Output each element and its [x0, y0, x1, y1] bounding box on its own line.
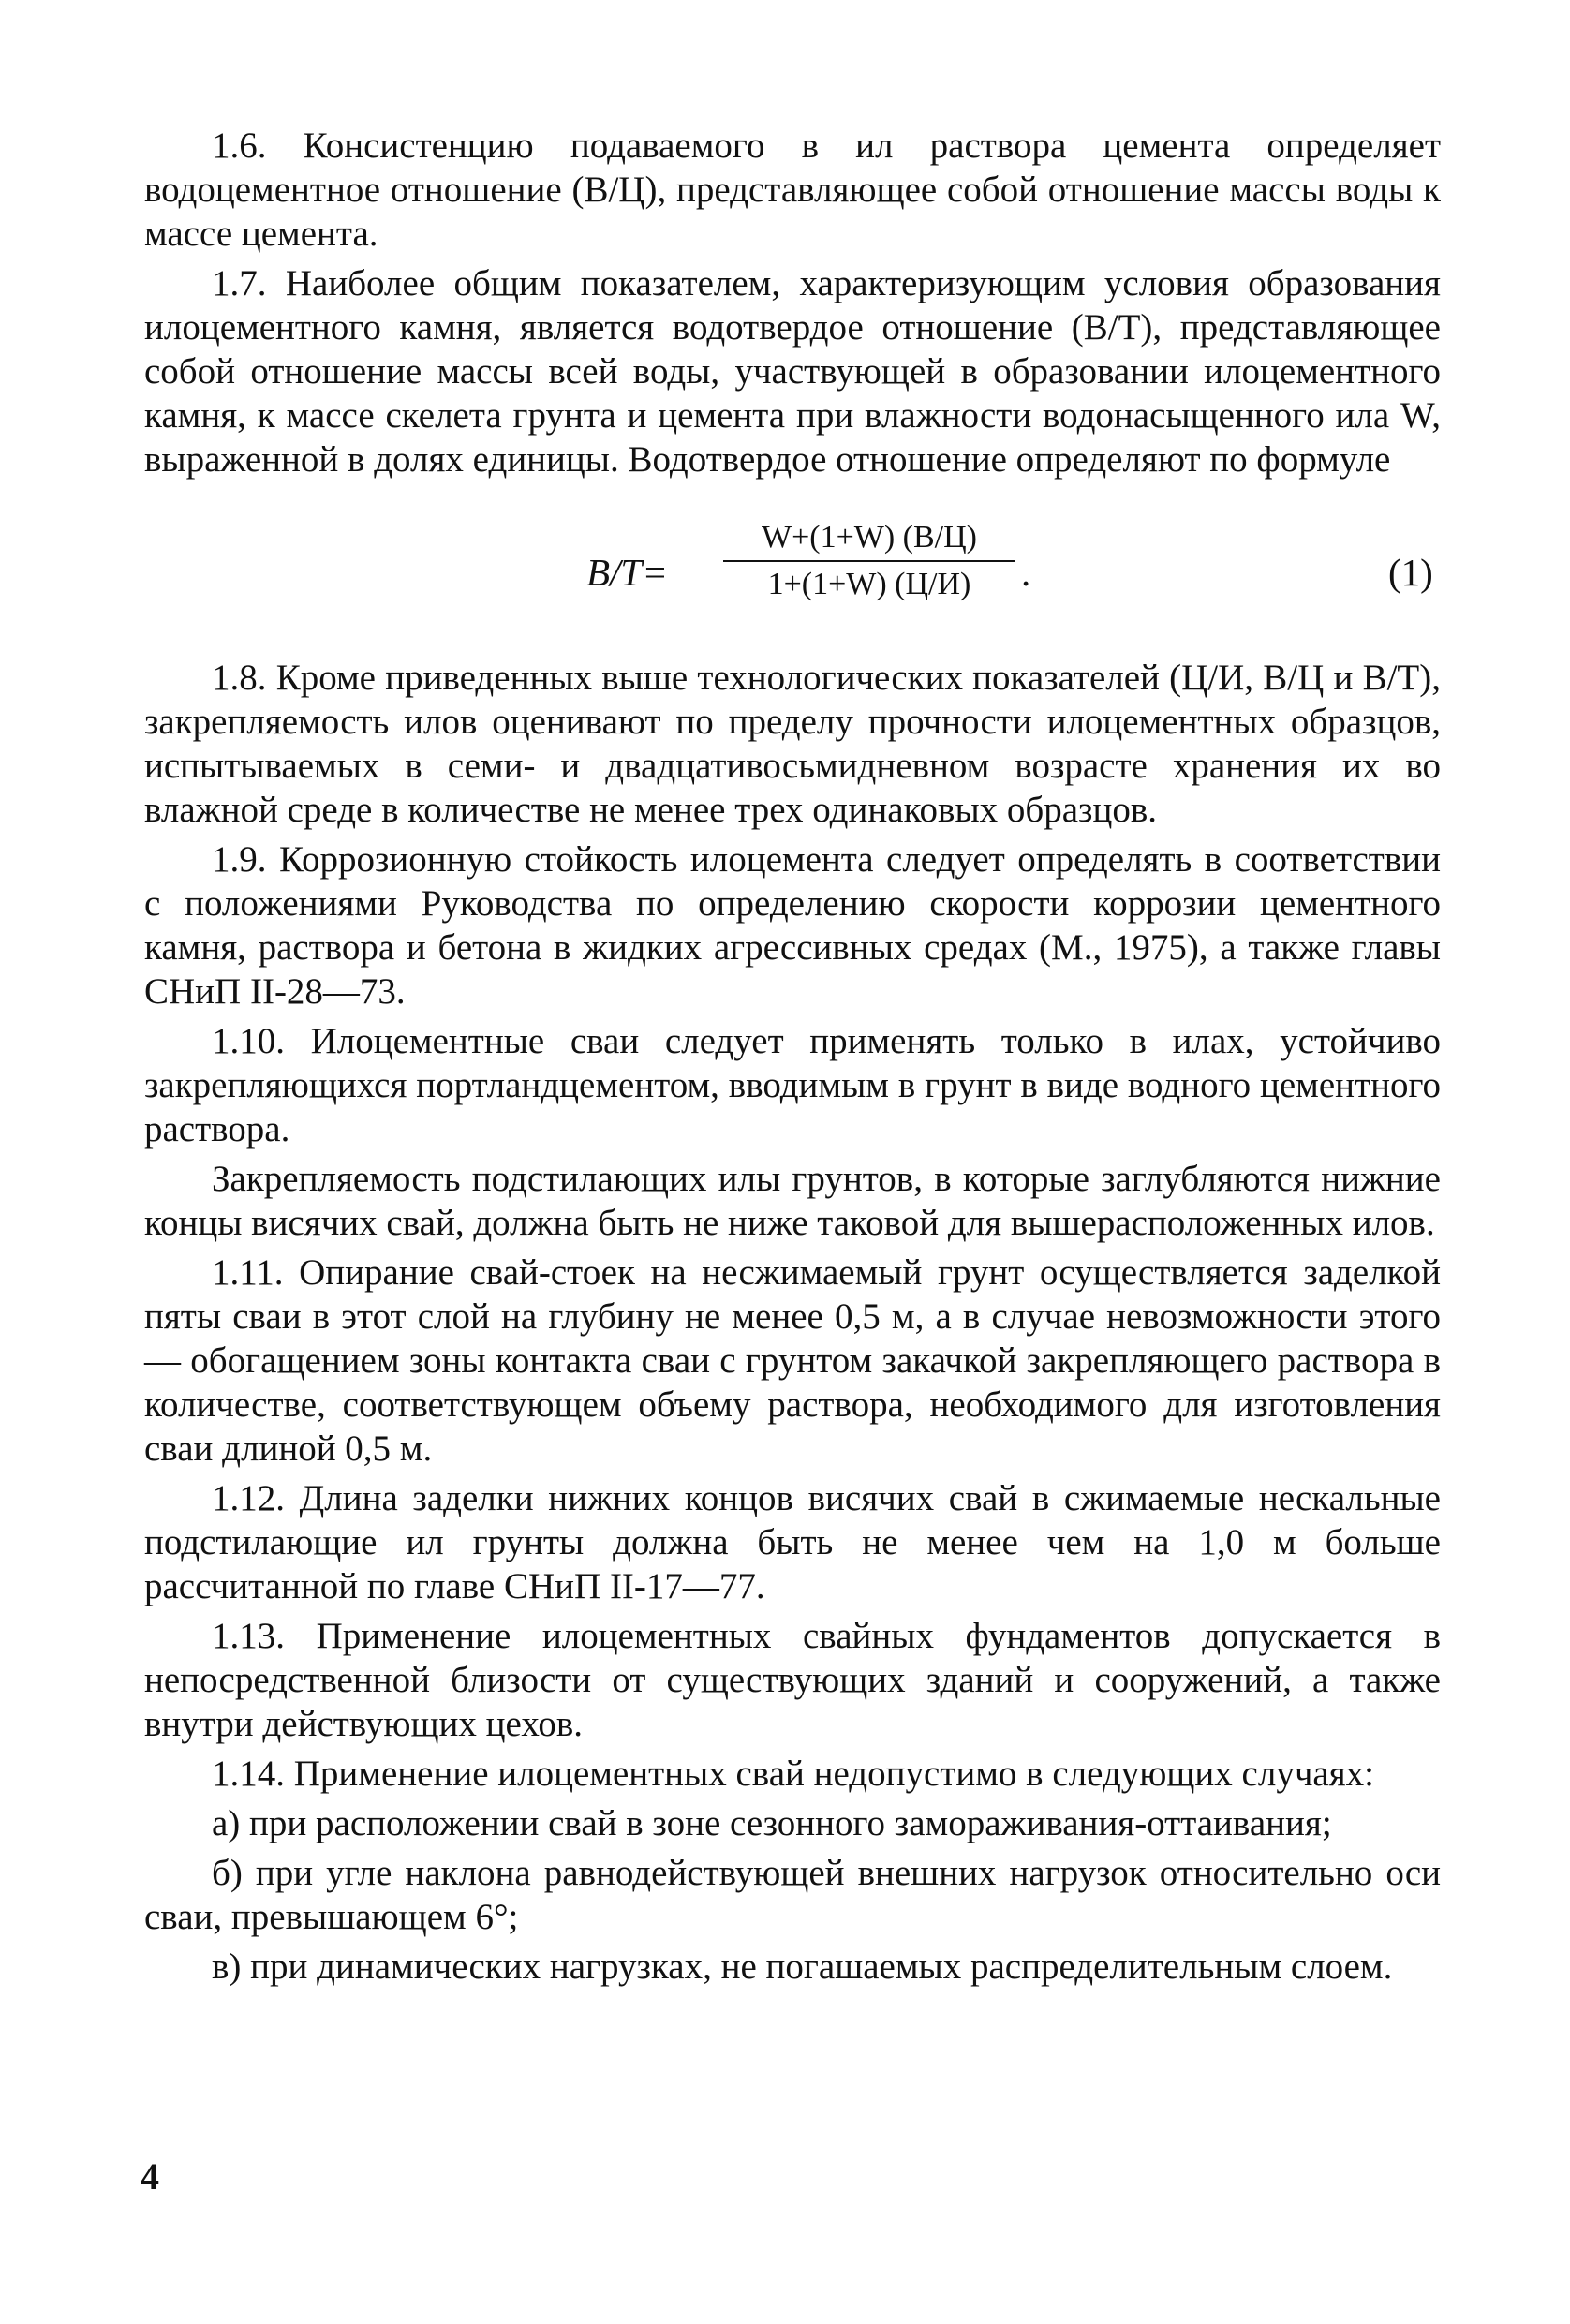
- body-text: [144, 124, 1441, 1989]
- list-item-a: а) при расположении свай в зоне сезонного замораживания-оттаивания;: [212, 1803, 1332, 1843]
- formula-1: [144, 515, 1441, 626]
- paragraph-1-14: 1.14. Применение илоцементных свай недопустимо в следующих случаях:: [212, 1754, 1375, 1794]
- paragraph-1-11: 1.11. Опирание свай-стоек на несжимаемый грунт осуществляется заделкой пяты сваи в этот слой на глубину не менее 0,5 м, а в случае невозможности этого — обогащением зоны контакта сваи с грунтом закачкой закрепляющего раствора в количестве, соответствующем объему раствора, необходимого для изготовления сваи длиной 0,5 м.: [144, 1252, 1441, 1469]
- paragraph-1-10-continued: Закрепляемость подстилающих илы грунтов, в которые заглубляются нижние концы висячих свай, должна быть не ниже таковой для вышерасположенных илов.: [144, 1159, 1441, 1243]
- paragraph-1-9: 1.9. Коррозионную стойкость илоцемента следует определять в соответствии с положениями Руководства по определению скорости коррозии цементного камня, раствора и бетона в жидких агрессивных средах (М., 1975), а также главы СНиП II-28—73.: [144, 839, 1441, 1012]
- paragraph-1-12: 1.12. Длина заделки нижних концов висячих свай в сжимаемые нескальные подстилающие ил грунты должна быть не менее чем на 1,0 м больше рассчитанной по главе СНиП II-17—77.: [144, 1478, 1441, 1606]
- list-item-b: б) при угле наклона равнодействующей внешних нагрузок относительно оси сваи, превышающем 6°;: [144, 1853, 1441, 1937]
- fraction-bar: [723, 560, 1015, 562]
- page-number: 4: [141, 2155, 159, 2198]
- list-item-c: в) при динамических нагрузках, не погашаемых распределительным слоем.: [212, 1947, 1393, 1987]
- formula-end: .: [1021, 551, 1031, 594]
- paragraph-1-10: 1.10. Илоцементные сваи следует применять только в илах, устойчиво закрепляющихся портландцементом, вводимым в грунт в виде водного цементного раствора.: [144, 1021, 1441, 1149]
- paragraph-1-6: 1.6. Консистенцию подаваемого в ил раствора цемента определяет водоцементное отношение (В/Ц), представляющее собой отношение массы воды к массе цемента.: [144, 126, 1441, 254]
- formula-denominator: 1+(1+W) (Ц/И): [767, 567, 971, 601]
- formula-fraction: [723, 519, 1015, 603]
- formula-numerator: W+(1+W) (В/Ц): [762, 520, 977, 555]
- paragraph-1-7: 1.7. Наиболее общим показателем, характеризующим условия образования илоцементного камня, является водотвердое отношение (В/Т), представляющее собой отношение массы всей воды, участвующей в образовании илоцементного камня, к массе скелета грунта и цемента при влажности водонасыщенного ила W, выраженной в долях единицы. Водотвердое отношение определяют по формуле: [144, 263, 1441, 480]
- formula-lhs: В/Т=: [586, 551, 668, 594]
- paragraph-1-13: 1.13. Применение илоцементных свайных фундаментов допускается в непосредственной близости от существующих зданий и сооружений, а также внутри действующих цехов.: [144, 1616, 1441, 1744]
- paragraph-1-8: 1.8. Кроме приведенных выше технологических показателей (Ц/И, В/Ц и В/Т), закрепляемость илов оценивают по пределу прочности илоцементных образцов, испытываемых в семи- и двадцативосьмидневном возрасте хранения их во влажной среде в количестве не менее трех одинаковых образцов.: [144, 658, 1441, 830]
- formula-number: (1): [1388, 551, 1433, 594]
